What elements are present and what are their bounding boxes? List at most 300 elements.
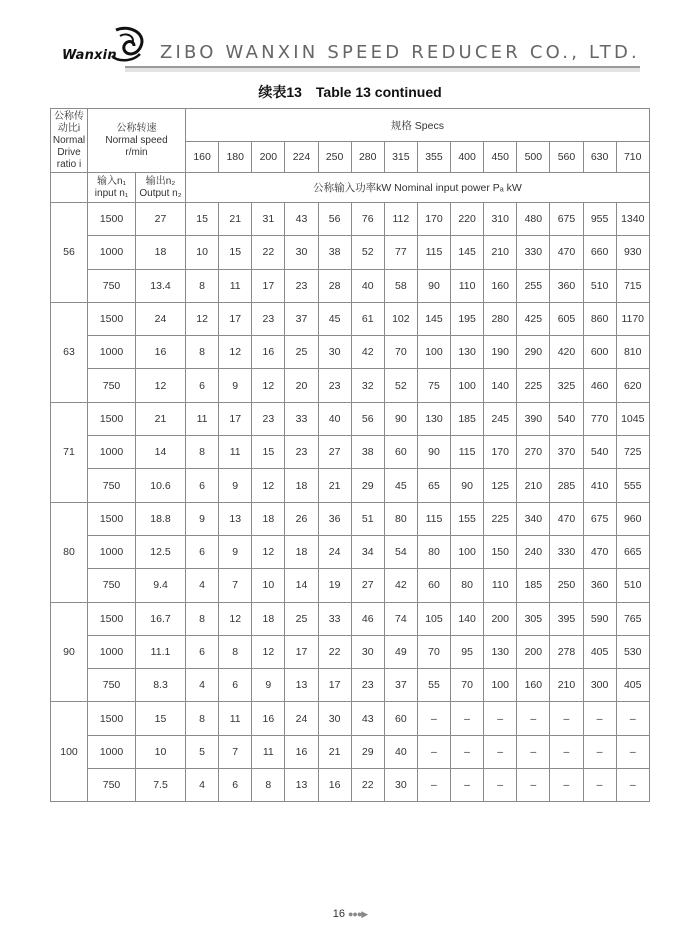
title-cn: 续表13 [258, 84, 302, 100]
power-value-cell: 37 [384, 669, 417, 702]
table-row [51, 535, 650, 568]
power-value-cell: 22 [318, 635, 351, 668]
power-value-cell: 46 [351, 602, 384, 635]
power-value-cell: 145 [417, 302, 450, 335]
logo-text: Wanxin [62, 48, 117, 63]
power-value-cell: 30 [384, 769, 417, 802]
power-value-cell: 115 [451, 436, 484, 469]
power-value-cell: 160 [484, 269, 517, 302]
power-value-cell: 22 [252, 236, 285, 269]
power-value-cell: 56 [318, 203, 351, 236]
power-value-cell: 770 [583, 402, 616, 435]
power-value-cell: 11 [252, 735, 285, 768]
power-value-cell: 23 [252, 302, 285, 335]
power-value-cell: 110 [451, 269, 484, 302]
power-value-cell: 6 [186, 369, 219, 402]
power-value-cell: 80 [384, 502, 417, 535]
next-arrows-icon: ●●●▶ [348, 909, 368, 919]
power-value-cell: 23 [285, 269, 318, 302]
page-number: 16 [332, 908, 345, 920]
power-value-cell: 460 [583, 369, 616, 402]
power-value-cell: 10 [186, 236, 219, 269]
power-value-cell: 11 [219, 436, 252, 469]
power-value-cell: 25 [285, 336, 318, 369]
power-value-cell: 8 [186, 436, 219, 469]
power-value-cell: 665 [616, 535, 649, 568]
table-row [51, 735, 650, 768]
power-value-cell: 675 [550, 203, 583, 236]
ratio-cell: 80 [51, 502, 88, 602]
power-value-cell: 22 [351, 769, 384, 802]
power-value-cell: – [484, 769, 517, 802]
power-value-cell: – [616, 702, 649, 735]
power-value-cell: 80 [451, 569, 484, 602]
power-value-cell: 4 [186, 669, 219, 702]
power-value-cell: 360 [583, 569, 616, 602]
power-value-cell: 12 [252, 469, 285, 502]
power-value-cell: 9 [186, 502, 219, 535]
power-value-cell: 38 [351, 436, 384, 469]
power-value-cell: 1045 [616, 402, 649, 435]
input-speed-cell: 750 [88, 769, 136, 802]
output-header-line: 输出n₂ [145, 175, 176, 187]
power-value-cell: 15 [186, 203, 219, 236]
power-value-cell: – [484, 702, 517, 735]
power-value-cell: 12 [219, 602, 252, 635]
power-value-cell: 9 [219, 535, 252, 568]
output-speed-cell: 10 [136, 735, 186, 768]
power-value-cell: 13 [285, 669, 318, 702]
power-value-cell: 43 [351, 702, 384, 735]
power-value-cell: – [484, 735, 517, 768]
power-value-cell: 23 [252, 402, 285, 435]
power-value-cell: 95 [451, 635, 484, 668]
power-value-cell: 27 [318, 436, 351, 469]
speed-header [88, 109, 186, 173]
spec-header-cell: 560 [550, 142, 583, 173]
power-value-cell: – [583, 702, 616, 735]
power-value-cell: 16 [252, 336, 285, 369]
power-value-cell: 43 [285, 203, 318, 236]
power-value-cell: 30 [285, 236, 318, 269]
power-value-cell: 58 [384, 269, 417, 302]
output-speed-cell: 18.8 [136, 502, 186, 535]
power-value-cell: 360 [550, 269, 583, 302]
power-value-cell: 130 [484, 635, 517, 668]
spec-header-cell: 315 [384, 142, 417, 173]
power-value-cell: 61 [351, 302, 384, 335]
power-value-cell: 195 [451, 302, 484, 335]
power-value-cell: 80 [417, 535, 450, 568]
spec-header-cell: 400 [451, 142, 484, 173]
page-title [0, 82, 700, 102]
power-value-cell: 405 [616, 669, 649, 702]
power-value-cell: 40 [318, 402, 351, 435]
power-value-cell: 810 [616, 336, 649, 369]
power-value-cell: 16 [252, 702, 285, 735]
power-value-cell: 9 [252, 669, 285, 702]
input-speed-cell: 1500 [88, 602, 136, 635]
output-speed-cell: 12 [136, 369, 186, 402]
power-value-cell: – [583, 735, 616, 768]
power-value-cell: – [417, 735, 450, 768]
power-value-cell: 12 [186, 302, 219, 335]
power-value-cell: 11 [219, 269, 252, 302]
input-speed-cell: 1500 [88, 402, 136, 435]
power-value-cell: 200 [517, 635, 550, 668]
power-value-cell: 20 [285, 369, 318, 402]
power-value-cell: 145 [451, 236, 484, 269]
power-value-cell: 330 [550, 535, 583, 568]
power-value-cell: – [616, 769, 649, 802]
power-value-cell: – [517, 769, 550, 802]
power-value-cell: 540 [583, 436, 616, 469]
ratio-header-line: Normal [52, 134, 86, 146]
power-value-cell: 590 [583, 602, 616, 635]
input-speed-cell: 1000 [88, 336, 136, 369]
specs-header: 规格 Specs [186, 109, 650, 142]
spec-header-cell: 160 [186, 142, 219, 173]
power-value-cell: 600 [583, 336, 616, 369]
power-value-cell: 90 [384, 402, 417, 435]
power-value-cell: 42 [384, 569, 417, 602]
power-value-cell: 170 [417, 203, 450, 236]
power-value-cell: 90 [417, 436, 450, 469]
power-value-cell: 38 [318, 236, 351, 269]
power-value-cell: 960 [616, 502, 649, 535]
power-value-cell: – [451, 735, 484, 768]
table-row [51, 436, 650, 469]
output-speed-cell: 14 [136, 436, 186, 469]
power-value-cell: – [550, 769, 583, 802]
power-value-cell: 40 [351, 269, 384, 302]
table-row [51, 669, 650, 702]
power-value-cell: 23 [285, 436, 318, 469]
output-speed-cell: 27 [136, 203, 186, 236]
power-value-cell: 52 [351, 236, 384, 269]
output-speed-cell: 18 [136, 236, 186, 269]
input-header-line: 输入n₁ [97, 175, 126, 187]
power-value-cell: 17 [219, 402, 252, 435]
power-value-cell: 860 [583, 302, 616, 335]
power-value-cell: 25 [285, 602, 318, 635]
power-value-cell: – [451, 702, 484, 735]
power-value-cell: 11 [219, 702, 252, 735]
output-speed-cell: 10.6 [136, 469, 186, 502]
power-value-cell: 405 [583, 635, 616, 668]
power-value-cell: 225 [517, 369, 550, 402]
company-name: ZIBO WANXIN SPEED REDUCER CO., LTD. [160, 42, 640, 63]
power-value-cell: 255 [517, 269, 550, 302]
power-value-cell: 24 [318, 535, 351, 568]
power-value-cell: 31 [252, 203, 285, 236]
power-value-cell: 6 [186, 469, 219, 502]
power-value-cell: 10 [252, 569, 285, 602]
table-row [51, 269, 650, 302]
power-value-cell: 8 [186, 336, 219, 369]
power-value-cell: 270 [517, 436, 550, 469]
power-value-cell: 470 [583, 535, 616, 568]
power-value-cell: 130 [417, 402, 450, 435]
title-en: Table 13 continued [315, 84, 442, 100]
power-value-cell: 4 [186, 769, 219, 802]
power-value-cell: 16 [318, 769, 351, 802]
power-value-cell: 190 [484, 336, 517, 369]
table-row [51, 602, 650, 635]
output-speed-cell: 12.5 [136, 535, 186, 568]
power-value-cell: 70 [451, 669, 484, 702]
input-speed-cell: 750 [88, 469, 136, 502]
power-value-cell: 280 [484, 302, 517, 335]
power-value-cell: 27 [351, 569, 384, 602]
power-value-cell: 33 [285, 402, 318, 435]
power-value-cell: 930 [616, 236, 649, 269]
power-value-cell: 19 [318, 569, 351, 602]
output-speed-header [136, 173, 186, 203]
input-speed-cell: 1500 [88, 203, 136, 236]
table-row [51, 469, 650, 502]
input-header-line: input n₁ [94, 187, 129, 199]
power-value-cell: 8 [252, 769, 285, 802]
output-speed-cell: 7.5 [136, 769, 186, 802]
power-value-cell: 49 [384, 635, 417, 668]
spec-header-cell: 710 [616, 142, 649, 173]
power-value-cell: 555 [616, 469, 649, 502]
ratio-header-line: 公称传 [54, 110, 84, 122]
input-speed-cell: 1500 [88, 302, 136, 335]
power-rating-table [50, 108, 650, 802]
power-value-cell: 24 [285, 702, 318, 735]
power-value-cell: 185 [451, 402, 484, 435]
table-row [51, 769, 650, 802]
power-value-cell: 14 [285, 569, 318, 602]
power-value-cell: 510 [583, 269, 616, 302]
power-value-cell: 60 [384, 702, 417, 735]
power-value-cell: 37 [285, 302, 318, 335]
power-value-cell: 17 [252, 269, 285, 302]
power-value-cell: 17 [318, 669, 351, 702]
spec-header-cell: 450 [484, 142, 517, 173]
power-value-cell: 16 [285, 735, 318, 768]
ratio-header-line: Drive [57, 146, 81, 158]
power-value-cell: 420 [550, 336, 583, 369]
output-speed-cell: 13.4 [136, 269, 186, 302]
power-value-cell: 200 [484, 602, 517, 635]
input-speed-cell: 1500 [88, 502, 136, 535]
power-value-cell: 110 [484, 569, 517, 602]
table-row [51, 635, 650, 668]
power-value-cell: 7 [219, 569, 252, 602]
power-value-cell: 60 [384, 436, 417, 469]
power-value-cell: 70 [417, 635, 450, 668]
power-value-cell: 470 [550, 236, 583, 269]
input-speed-cell: 1000 [88, 436, 136, 469]
ratio-header-continued [51, 173, 88, 203]
power-value-cell: 425 [517, 302, 550, 335]
ratio-cell: 63 [51, 302, 88, 402]
power-value-cell: 21 [318, 735, 351, 768]
power-value-cell: 29 [351, 735, 384, 768]
table-row [51, 302, 650, 335]
power-value-cell: 33 [318, 602, 351, 635]
power-value-cell: 160 [517, 669, 550, 702]
power-value-cell: 725 [616, 436, 649, 469]
ratio-cell: 100 [51, 702, 88, 802]
power-value-cell: 4 [186, 569, 219, 602]
power-value-cell: 51 [351, 502, 384, 535]
power-value-cell: 225 [484, 502, 517, 535]
ratio-cell: 71 [51, 402, 88, 502]
power-value-cell: 9 [219, 369, 252, 402]
power-value-cell: 660 [583, 236, 616, 269]
power-value-cell: 6 [219, 769, 252, 802]
power-value-cell: 395 [550, 602, 583, 635]
power-value-cell: 32 [351, 369, 384, 402]
power-value-cell: 75 [417, 369, 450, 402]
power-value-cell: 305 [517, 602, 550, 635]
input-speed-cell: 750 [88, 669, 136, 702]
power-value-cell: 45 [384, 469, 417, 502]
power-value-cell: – [550, 702, 583, 735]
power-value-cell: 210 [484, 236, 517, 269]
power-value-cell: 36 [318, 502, 351, 535]
table-row [51, 402, 650, 435]
output-speed-cell: 8.3 [136, 669, 186, 702]
power-value-cell: 30 [318, 336, 351, 369]
power-value-cell: – [517, 702, 550, 735]
input-speed-cell: 750 [88, 369, 136, 402]
power-value-cell: – [583, 769, 616, 802]
spec-header-cell: 500 [517, 142, 550, 173]
table-row [51, 369, 650, 402]
power-value-cell: 90 [451, 469, 484, 502]
power-value-cell: 28 [318, 269, 351, 302]
power-value-cell: 100 [484, 669, 517, 702]
power-value-cell: 12 [252, 369, 285, 402]
power-value-cell: 115 [417, 236, 450, 269]
ratio-cell: 90 [51, 602, 88, 702]
power-value-cell: 390 [517, 402, 550, 435]
power-value-cell: 100 [417, 336, 450, 369]
power-value-cell: – [616, 735, 649, 768]
power-value-cell: 6 [186, 535, 219, 568]
power-value-cell: 765 [616, 602, 649, 635]
power-value-cell: – [417, 769, 450, 802]
input-speed-cell: 750 [88, 269, 136, 302]
table-row [51, 569, 650, 602]
power-value-cell: 6 [186, 635, 219, 668]
power-value-cell: 115 [417, 502, 450, 535]
power-value-cell: 12 [252, 635, 285, 668]
spec-header-cell: 280 [351, 142, 384, 173]
power-value-cell: 13 [219, 502, 252, 535]
power-value-cell: 21 [219, 203, 252, 236]
power-value-cell: 42 [351, 336, 384, 369]
power-value-cell: 6 [219, 669, 252, 702]
speed-header-line: 公称转速 [116, 122, 157, 134]
power-value-cell: 34 [351, 535, 384, 568]
power-value-cell: 185 [517, 569, 550, 602]
power-value-cell: 540 [550, 402, 583, 435]
power-value-cell: 240 [517, 535, 550, 568]
power-value-cell: 18 [285, 469, 318, 502]
output-speed-cell: 9.4 [136, 569, 186, 602]
power-value-cell: 17 [285, 635, 318, 668]
power-value-cell: 11 [186, 402, 219, 435]
power-value-cell: – [451, 769, 484, 802]
power-value-cell: 278 [550, 635, 583, 668]
power-value-cell: 140 [451, 602, 484, 635]
input-speed-cell: 1000 [88, 735, 136, 768]
power-value-cell: 170 [484, 436, 517, 469]
power-value-cell: 1340 [616, 203, 649, 236]
power-value-cell: 23 [351, 669, 384, 702]
power-value-cell: 40 [384, 735, 417, 768]
power-value-cell: 112 [384, 203, 417, 236]
power-value-cell: 530 [616, 635, 649, 668]
output-speed-cell: 16 [136, 336, 186, 369]
power-value-cell: 12 [252, 535, 285, 568]
power-value-cell: 21 [318, 469, 351, 502]
power-value-cell: 330 [517, 236, 550, 269]
power-value-cell: 30 [351, 635, 384, 668]
output-speed-cell: 16.7 [136, 602, 186, 635]
power-value-cell: 510 [616, 569, 649, 602]
power-value-cell: – [517, 735, 550, 768]
spec-header-cell: 355 [417, 142, 450, 173]
power-value-cell: 155 [451, 502, 484, 535]
power-value-cell: 300 [583, 669, 616, 702]
power-value-cell: 140 [484, 369, 517, 402]
power-value-cell: 245 [484, 402, 517, 435]
power-value-cell: 1170 [616, 302, 649, 335]
table-row [51, 236, 650, 269]
ratio-header-line: 动比i [57, 122, 81, 134]
power-value-cell: 9 [219, 469, 252, 502]
power-value-cell: 18 [252, 502, 285, 535]
header-divider [125, 66, 640, 72]
power-value-cell: 77 [384, 236, 417, 269]
power-value-cell: 8 [186, 602, 219, 635]
power-value-cell: 370 [550, 436, 583, 469]
power-value-cell: 54 [384, 535, 417, 568]
power-value-cell: 15 [219, 236, 252, 269]
power-value-cell: 310 [484, 203, 517, 236]
power-value-cell: 620 [616, 369, 649, 402]
input-speed-cell: 1000 [88, 535, 136, 568]
power-value-cell: 55 [417, 669, 450, 702]
power-value-cell: 715 [616, 269, 649, 302]
spec-header-cell: 200 [252, 142, 285, 173]
power-value-cell: 105 [417, 602, 450, 635]
power-value-cell: – [550, 735, 583, 768]
power-value-cell: 76 [351, 203, 384, 236]
spec-header-cell: 180 [219, 142, 252, 173]
power-value-cell: 210 [550, 669, 583, 702]
input-speed-cell: 750 [88, 569, 136, 602]
power-value-cell: 675 [583, 502, 616, 535]
power-value-cell: 56 [351, 402, 384, 435]
power-value-cell: 480 [517, 203, 550, 236]
power-value-cell: 5 [186, 735, 219, 768]
page-footer [0, 908, 700, 920]
table-row [51, 203, 650, 236]
input-speed-cell: 1500 [88, 702, 136, 735]
table-row [51, 336, 650, 369]
power-value-cell: 340 [517, 502, 550, 535]
power-value-cell: 130 [451, 336, 484, 369]
ratio-header-line: ratio i [56, 158, 82, 170]
